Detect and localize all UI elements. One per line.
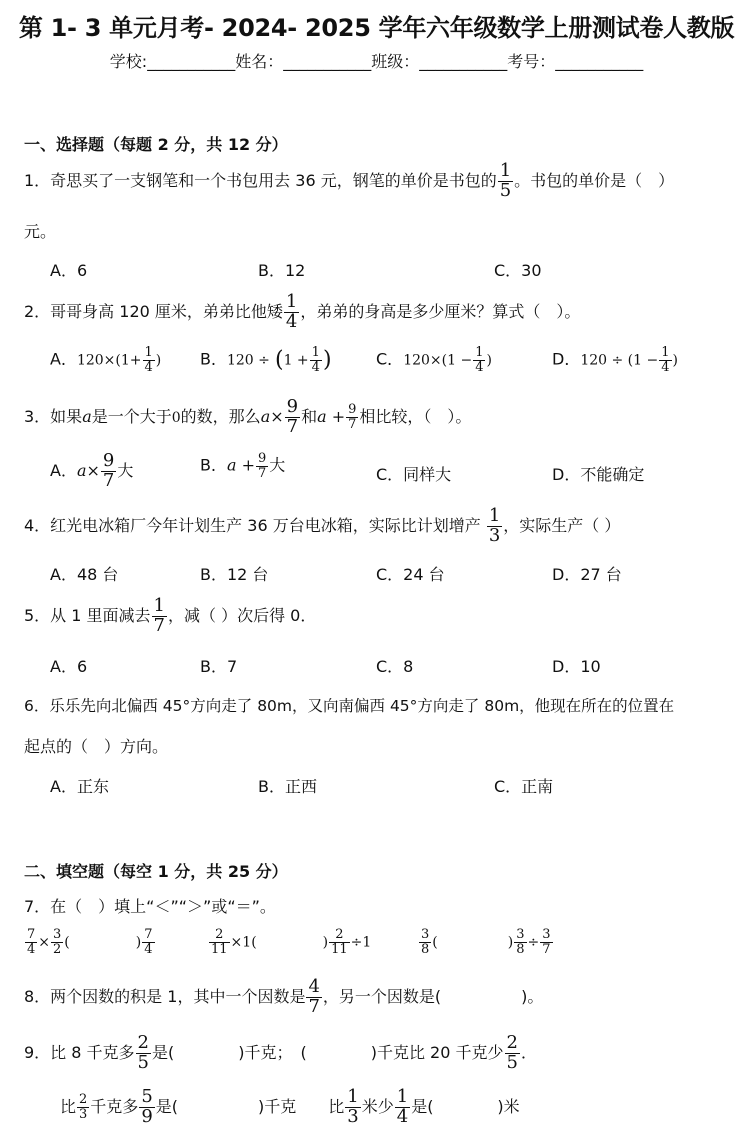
option-label: B． [200,349,227,369]
question-text: 3．如果 [24,406,83,426]
question-text: 比 [60,1096,77,1116]
option-c[interactable] [376,346,492,374]
fraction: $\frac{9}{7}$ [102,450,115,491]
fraction: $\frac{1}{3}$ [347,1086,359,1127]
fraction: $\frac{2}{11}$ [331,927,348,957]
math-expression: 120 ÷ [226,352,270,369]
number: 0 [171,409,181,426]
fraction: $\frac{1}{4}$ [661,345,670,375]
fraction: $\frac{3}{7}$ [542,927,551,957]
answer-blank-open[interactable]: ( [64,934,70,951]
option-c[interactable]: C．8 [376,657,414,676]
math-paren: ) [672,352,678,369]
question-text: 相比较，（ ）。 [359,406,472,426]
option-label: A． [50,349,77,369]
option-c[interactable]: C．30 [494,261,542,280]
question-text: ． [520,1042,537,1062]
option-d[interactable]: D．10 [552,657,601,676]
option-b[interactable]: B．7 [200,657,238,676]
fraction: $\frac{3}{8}$ [421,927,430,957]
question-4 [24,507,620,546]
option-text: 大 [117,460,134,480]
section-heading-fill: 二、填空题（每空 1 分，共 25 分） [24,862,288,881]
question-text: 千克多 [90,1096,139,1116]
question-text: 2．哥哥身高 120 厘米，弟弟比他矮 [24,301,283,321]
fraction: $\frac{1}{3}$ [488,505,501,546]
fraction: $\frac{2}{5}$ [137,1032,149,1073]
fraction: $\frac{7}{4}$ [144,927,153,957]
math-operator: ÷ [527,934,540,951]
question-2 [24,293,580,332]
question-text: 米少 [361,1096,394,1116]
option-c[interactable]: C．24 台 [376,565,445,584]
fraction: $\frac{1}{4}$ [144,345,153,375]
math-paren: ) [155,352,162,369]
question-text: 4．红光电冰箱厂今年计划生产 36 万台电冰箱，实际比计划增产 [24,515,481,535]
option-c[interactable]: C．正南 [494,777,554,796]
math-expression: a + [226,455,256,475]
math-expression: a + [317,406,346,426]
question-9 [24,1034,537,1073]
question-text: ，弟弟的身高是多少厘米？算式（ ）。 [300,301,581,321]
math-expression: a× [76,460,100,480]
fraction: $\frac{1}{4}$ [475,345,484,375]
compare-item-3 [418,928,554,956]
question-1 [24,162,674,201]
answer-blank-open[interactable]: ( [432,934,438,951]
compare-item-1 [24,928,156,956]
question-text: 是( )千克； ( )千克比 20 千克少 [152,1042,504,1062]
option-b[interactable] [200,346,332,374]
variable: a [82,406,92,426]
fraction: $\frac{1}{4}$ [311,345,320,375]
page-title: 第 1- 3 单元月考- 2024- 2025 学年六年级数学上册测试卷人教版 [18,14,735,42]
question-text: 9．比 8 千克多 [24,1042,135,1062]
student-info-line: 学校:___________姓名：___________班级：___________考号：___________ [109,52,644,71]
fraction: $\frac{9}{7}$ [258,451,267,481]
option-b[interactable]: B．12 台 [200,565,269,584]
option-a[interactable]: A．6 [50,261,88,280]
question-1-continued: 元。 [24,222,57,241]
fraction: $\frac{2}{3}$ [79,1092,88,1122]
question-text: 是一个大于 [91,406,172,426]
math-paren: ) [322,347,332,373]
option-label: A． [50,460,77,480]
math-paren: ) [486,352,492,369]
question-text: 和 [301,406,318,426]
question-text: 的数，那么 [180,406,261,426]
question-9-line-2 [60,1088,520,1127]
option-a[interactable] [50,452,133,491]
answer-blank-open[interactable]: ( [251,934,257,951]
math-expression: 120×(1 − [403,352,473,369]
fraction: $\frac{3}{2}$ [53,927,62,957]
math-operator: × [38,934,51,951]
fraction: $\frac{5}{9}$ [141,1086,153,1127]
question-text: 8．两个因数的积是 1，其中一个因数是 [24,986,306,1006]
option-b[interactable]: B．正西 [258,777,317,796]
question-text: 。书包的单价是（ ） [514,170,675,190]
option-c[interactable]: C．同样大 [376,465,452,484]
question-text: 是( )千克 比 [155,1096,345,1116]
answer-blank-close[interactable]: ) [322,934,329,951]
option-b[interactable]: B．12 [258,261,306,280]
fraction: $\frac{1}{4}$ [396,1086,409,1127]
fraction: $\frac{9}{7}$ [348,402,357,432]
question-3 [24,398,471,437]
fraction: $\frac{1}{4}$ [285,291,298,332]
math-expression: a× [260,406,284,426]
option-label: B． [200,455,227,475]
section-heading-choice: 一、选择题（每题 2 分，共 12 分） [24,135,288,154]
question-8 [24,978,543,1017]
question-text: 5．从 1 里面减去 [24,605,151,625]
question-7-text: 7．在（ ）填上“＜”“＞”或“＝”。 [24,897,276,916]
math-operator: ×1 [230,934,252,951]
option-a[interactable] [50,346,161,374]
fraction: $\frac{7}{4}$ [27,927,36,957]
option-b[interactable] [200,452,285,480]
question-text: 是( )米 [411,1096,520,1116]
fraction: $\frac{1}{7}$ [153,595,165,636]
option-d[interactable]: D．27 台 [552,565,622,584]
option-a[interactable]: A．正东 [50,777,109,796]
math-expression: 120×(1+ [76,352,142,369]
math-paren: ( [274,347,284,373]
math-expression: 120 ÷ (1 − [580,352,659,369]
question-5 [24,597,316,636]
compare-item-2 [208,928,371,956]
fraction: $\frac{2}{5}$ [506,1032,518,1073]
fraction: $\frac{1}{5}$ [499,160,512,201]
question-text: 1．奇思买了一支钢笔和一个书包用去 36 元，钢笔的单价是书包的 [24,170,497,190]
question-text: ，减（ ）次后得 0． [168,605,317,625]
fraction: $\frac{4}{7}$ [308,976,320,1017]
option-d[interactable]: D．不能确定 [552,465,645,484]
option-a[interactable]: A．6 [50,657,88,676]
fraction: $\frac{9}{7}$ [286,396,299,437]
fraction: $\frac{2}{11}$ [211,927,228,957]
fraction: $\frac{3}{8}$ [516,927,525,957]
option-a[interactable]: A．48 台 [50,565,119,584]
answer-blank-close[interactable]: ) [507,934,514,951]
option-label: C． [376,349,404,369]
option-text: 大 [269,455,286,475]
option-d[interactable] [552,346,678,374]
question-6-continued: 起点的（ ）方向。 [24,737,169,756]
answer-blank-close[interactable]: ) [135,934,142,951]
question-text: ，实际生产（ ） [503,515,621,535]
question-6: 6．乐乐先向北偏西 45°方向走了 80m，又向南偏西 45°方向走了 80m，他现在所在的位置在 [24,697,675,715]
math-expression: 1 + [283,352,309,369]
question-text: ，另一个因数是( )。 [322,986,544,1006]
option-label: D． [552,349,581,369]
math-operator: ÷1 [350,934,372,951]
